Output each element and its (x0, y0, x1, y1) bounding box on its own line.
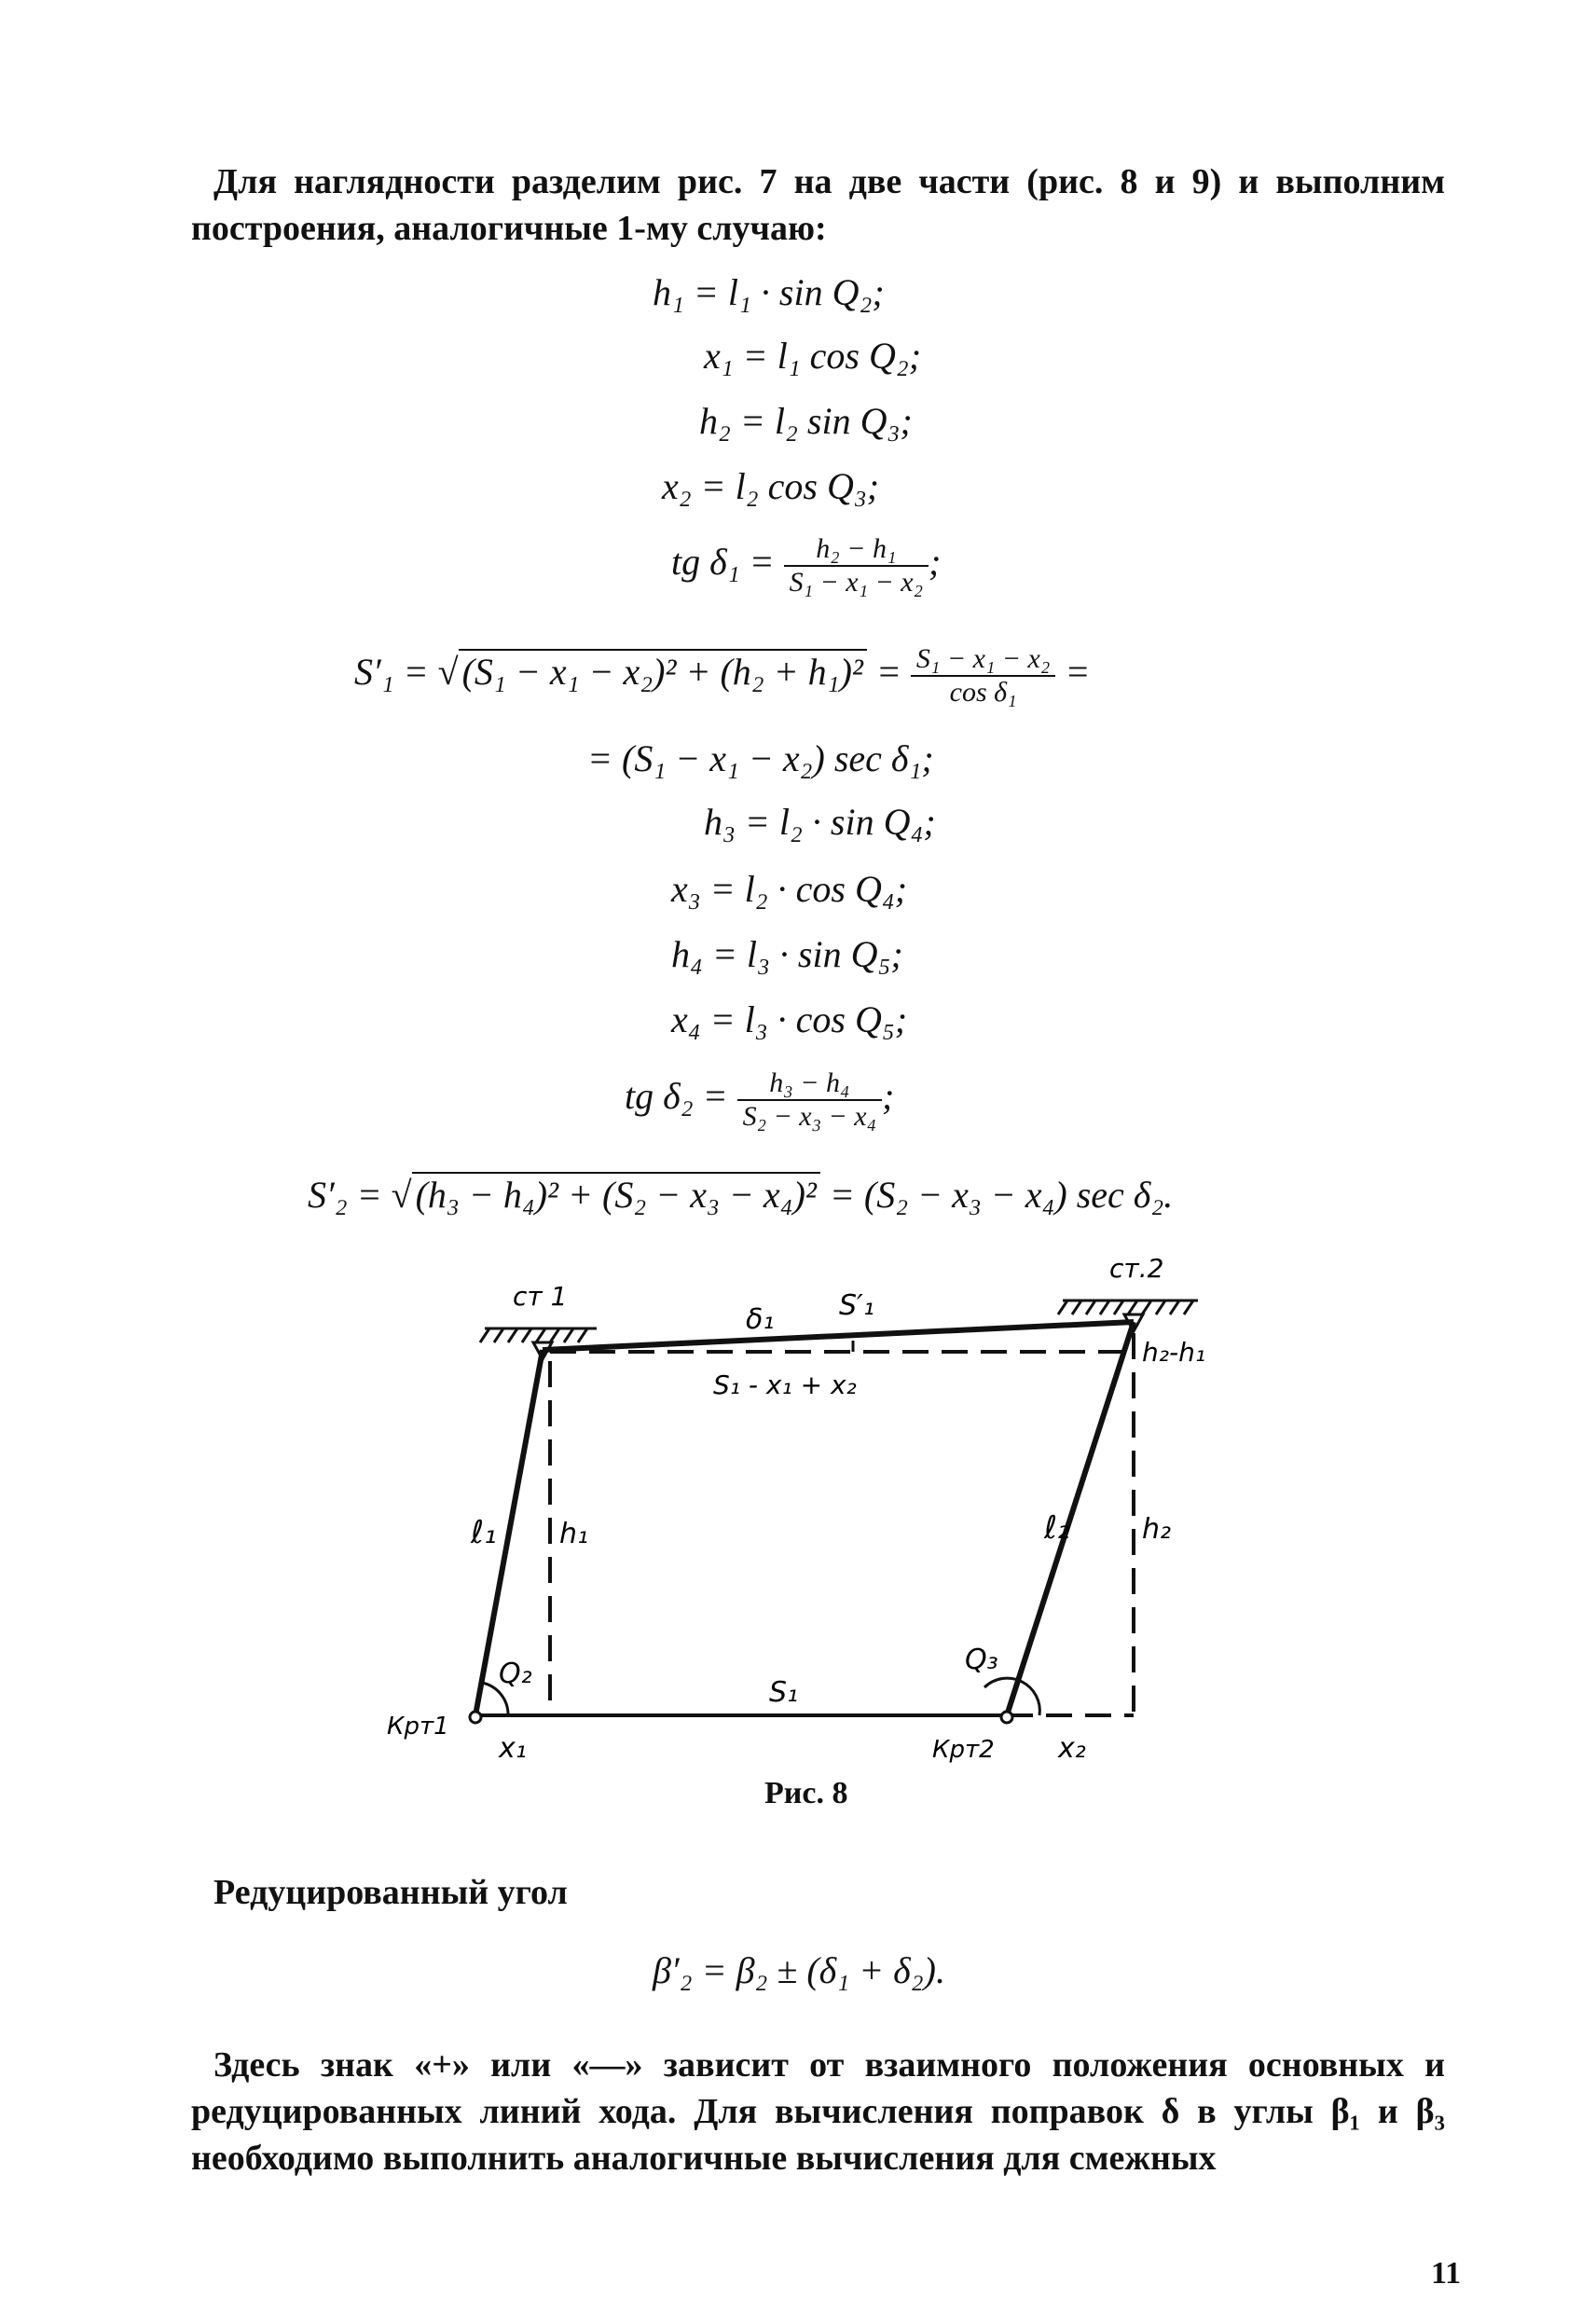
page-number: 11 (1431, 2256, 1462, 2291)
eq-x3: x₃ = l₂ · cos Q₄; (671, 868, 908, 910)
label-s1: S₁ (769, 1676, 799, 1709)
figure-8-diagram (354, 1240, 1268, 1771)
eq-x2: x₂ = l₂ cos Q₃; (662, 465, 880, 507)
fraction: $\frac{\text{S₁ − x₁ − x₂}}{\text{cos δ₁}}$ (911, 643, 1055, 709)
label-x2: x₂ (1058, 1732, 1086, 1765)
support-st2 (1058, 1300, 1198, 1314)
eq-h4: h₄ = l₃ · sin Q₅; (671, 933, 903, 975)
eq-tg-delta2: tg δ₂ = $\frac{\text{h₃ − h₄}}{\text{S₂ − x₃ − x₄}}$ ; (625, 1067, 895, 1132)
fraction: $\frac{\text{h₂ − h₁}}{\text{S₁ − x₁ − x₂}}$ (784, 533, 929, 599)
label-krt2: Крт2 (932, 1736, 995, 1764)
intro-paragraph: Для наглядности разделим рис. 7 на две части (рис. 8 и 9) и выполним построения, аналогичные 1-му случаю: (191, 162, 1445, 248)
benchmark-2-icon (1001, 1712, 1012, 1723)
eq-x4: x₄ = l₃ · cos Q₅; (671, 998, 908, 1040)
figure-caption: Рис. 8 (764, 1776, 848, 1810)
support-st1 (480, 1328, 597, 1342)
benchmark-1-icon (470, 1712, 481, 1723)
eq-s1-sec: = (S₁ − x₁ − x₂) sec δ₁; (587, 737, 934, 779)
eq-reduced-angle: β′₂ = β₂ ± (δ₁ + δ₂). (653, 1949, 945, 1991)
label-krt1: Крт1 (387, 1713, 449, 1741)
label-x1: x₁ (499, 1732, 527, 1765)
line-s1-prime (543, 1322, 1134, 1350)
eq-h3: h₃ = l₂ · sin Q₄; (704, 801, 936, 843)
label-l2: ℓ₂ (1044, 1509, 1070, 1547)
label-s1-prime: S′₁ (839, 1289, 874, 1322)
reduced-angle-label: Редуцированный угол (213, 1873, 568, 1912)
sqrt-icon: √ (437, 651, 459, 694)
label-q2: Q₂ (499, 1658, 532, 1690)
eq-h2: h₂ = l₂ sin Q₃; (699, 400, 913, 442)
line-l2 (1007, 1322, 1134, 1715)
closing-paragraph: Здесь знак «+» или «—» зависит от взаимного положения основных и редуцированных линий хода. Для вычисления поправок δ в углы β₁ и β₃ необходимо выполнить аналогичные вычисления для смежных (191, 2045, 1445, 2178)
label-h2: h₂ (1142, 1513, 1172, 1546)
fraction: $\frac{\text{h₃ − h₄}}{\text{S₂ − x₃ − x₄}}$ (737, 1067, 882, 1133)
label-h1: h₁ (559, 1518, 589, 1550)
eq-s2-prime: S′₂ = √ (h₃ − h₄)² + (S₂ − x₃ − x₄)² = (S₂ − x₃ − x₄) sec δ₂. (308, 1174, 1174, 1216)
label-s1-minus: S₁ - x₁ + x₂ (713, 1369, 857, 1400)
label-delta1: δ₁ (746, 1303, 775, 1336)
label-st1: ст 1 (513, 1281, 568, 1312)
sqrt-icon: √ (391, 1174, 412, 1216)
label-l1: ℓ₁ (471, 1514, 497, 1551)
eq-h1: h₁ = l₁ · sin Q₂; (653, 271, 885, 313)
label-h2-h1: h₂-h₁ (1142, 1337, 1206, 1368)
label-st2: ст.2 (1109, 1253, 1164, 1284)
eq-tg-delta1: tg δ₁ = $\frac{\text{h₂ − h₁}}{\text{S₁ − x₁ − x₂}}$ ; (671, 533, 942, 598)
label-q3: Q₃ (965, 1644, 998, 1676)
eq-s1-prime: S′₁ = √ (S₁ − x₁ − x₂)² + (h₂ + h₁)² = $\frac{\text{S₁ − x₁ − x₂}}{\text{cos δ₁}}$ = (354, 643, 1091, 708)
eq-x1: x₁ = l₁ cos Q₂; (704, 335, 922, 377)
